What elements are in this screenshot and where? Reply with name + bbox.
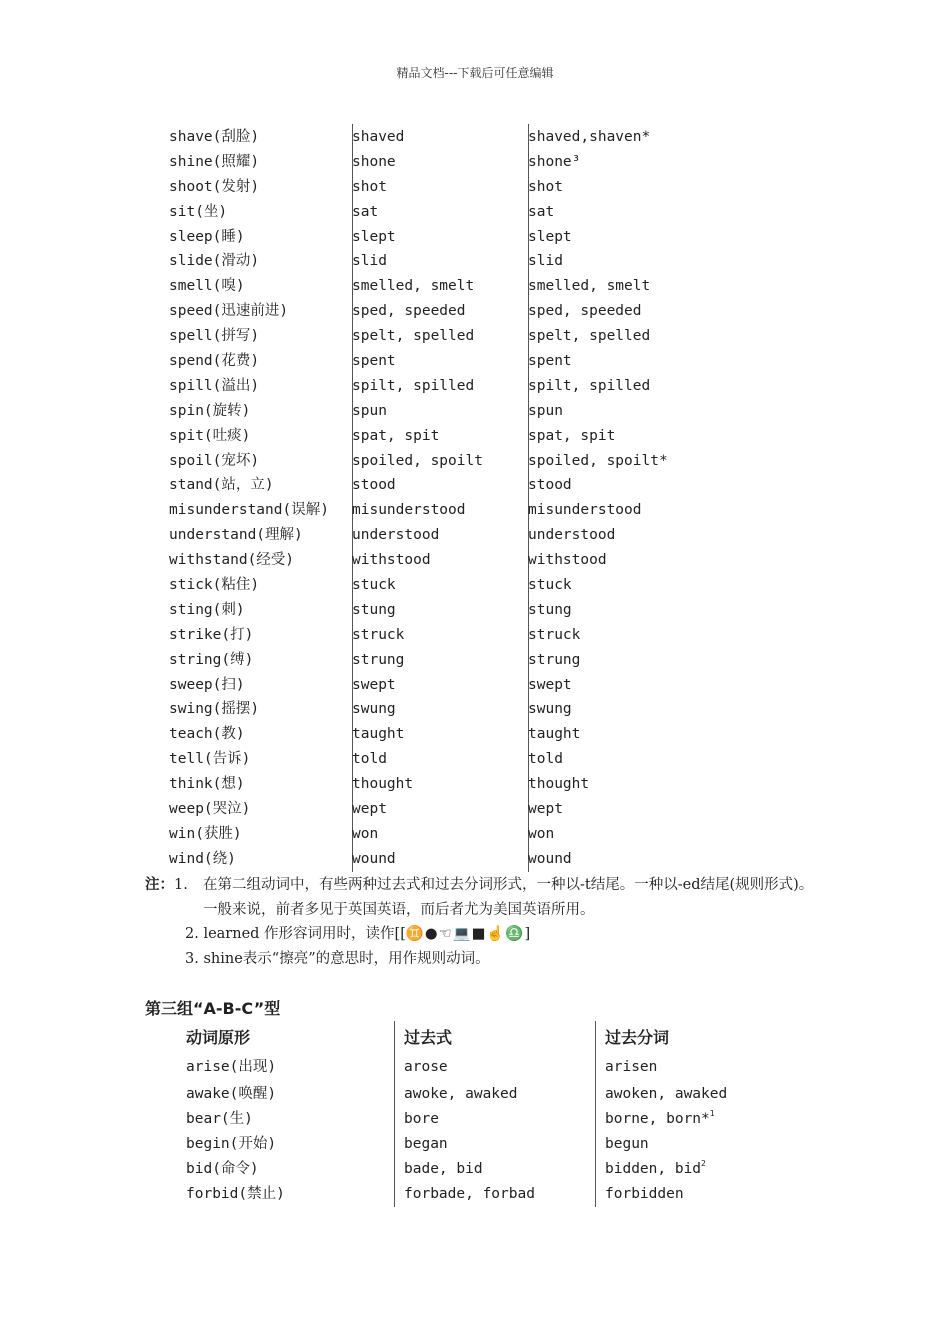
header-base-form: 动词原形 bbox=[186, 1028, 251, 1047]
past-participle: spelt, spelled bbox=[528, 328, 651, 345]
base-form: win(获胜) bbox=[169, 825, 242, 842]
base-form: speed(迅速前进) bbox=[169, 303, 289, 320]
footnote-marker: 1 bbox=[709, 1108, 715, 1118]
table-row bbox=[169, 498, 808, 523]
base-form: sleep(睡) bbox=[169, 228, 245, 245]
table-row bbox=[169, 349, 808, 374]
past-participle: shot bbox=[528, 178, 563, 195]
past-tense: told bbox=[352, 751, 387, 768]
base-form: withstand(经受) bbox=[169, 552, 295, 569]
past-tense: swung bbox=[352, 701, 396, 718]
past-tense: wound bbox=[352, 850, 396, 867]
notes-label: 注： bbox=[145, 877, 174, 893]
table-row bbox=[169, 473, 808, 498]
table-row bbox=[169, 274, 808, 299]
past-participle: wept bbox=[528, 801, 563, 818]
base-form: stick(粘住) bbox=[169, 577, 260, 594]
past-tense: smelled, smelt bbox=[352, 278, 475, 295]
past-participle: forbidden bbox=[605, 1185, 684, 1202]
past-tense: forbade, forbad bbox=[404, 1185, 535, 1202]
note-2-phonetic: ♊●☜💻■☝♎ bbox=[405, 926, 525, 943]
table-row bbox=[169, 648, 808, 673]
base-form: spell(拼写) bbox=[169, 328, 260, 345]
table-row bbox=[169, 225, 808, 250]
verb-table-group3 bbox=[186, 1024, 805, 1206]
table-row bbox=[169, 548, 808, 573]
table-row bbox=[169, 747, 808, 772]
note-1-text: 在第二组动词中，有些两种过去式和过去分词形式，一种以-t结尾。一种以-ed结尾(规则形式)。一般来说，前者多见于英国英语，而后者尤为美国英语所用。 bbox=[203, 877, 814, 918]
notes-section bbox=[145, 873, 815, 971]
past-participle: strung bbox=[528, 651, 581, 668]
table-header bbox=[186, 1024, 805, 1052]
table-row bbox=[169, 598, 808, 623]
past-tense: bore bbox=[404, 1110, 439, 1127]
base-form: teach(教) bbox=[169, 726, 245, 743]
note-2-text: 2. learned 作形容词用时，读作[[ bbox=[185, 926, 406, 943]
past-participle: smelled, smelt bbox=[528, 278, 651, 295]
base-form: smell(嗅) bbox=[169, 278, 245, 295]
past-tense: spun bbox=[352, 402, 387, 419]
table-row bbox=[169, 697, 808, 722]
verb-table-group2 bbox=[169, 125, 808, 872]
past-tense: taught bbox=[352, 726, 405, 743]
past-participle-text: bidden, bid bbox=[605, 1160, 702, 1177]
past-participle: stung bbox=[528, 601, 572, 618]
table-row bbox=[169, 374, 808, 399]
past-participle: misunderstood bbox=[528, 502, 642, 519]
past-participle: told bbox=[528, 751, 563, 768]
table-row bbox=[169, 722, 808, 747]
base-form: spin(旋转) bbox=[169, 402, 251, 419]
base-form: shine(照耀) bbox=[169, 153, 260, 170]
past-tense: wept bbox=[352, 801, 387, 818]
past-tense: withstood bbox=[352, 552, 431, 569]
past-tense: understood bbox=[352, 527, 440, 544]
header-past-tense: 过去式 bbox=[404, 1028, 453, 1047]
base-form: sweep(扫) bbox=[169, 676, 245, 693]
past-tense: began bbox=[404, 1135, 448, 1152]
past-tense: stood bbox=[352, 477, 396, 494]
past-tense: swept bbox=[352, 676, 396, 693]
base-form: shoot(发射) bbox=[169, 178, 260, 195]
note-1-number: 1. bbox=[174, 877, 188, 893]
past-participle: won bbox=[528, 825, 555, 842]
past-participle: spilt, spilled bbox=[528, 377, 651, 394]
past-tense: shaved bbox=[352, 129, 405, 145]
group3-title: 第三组“A-B-C”型 bbox=[145, 999, 281, 1018]
past-participle bbox=[605, 1107, 805, 1132]
past-tense: slept bbox=[352, 228, 396, 245]
table-row bbox=[186, 1157, 805, 1182]
past-tense: slid bbox=[352, 253, 387, 270]
past-tense: awoke, awaked bbox=[404, 1086, 518, 1102]
past-participle: slept bbox=[528, 228, 572, 245]
base-form: awake(唤醒) bbox=[186, 1086, 277, 1102]
table-row bbox=[169, 424, 808, 449]
past-participle-text: borne, born* bbox=[605, 1110, 710, 1127]
past-tense: bade, bid bbox=[404, 1160, 483, 1177]
base-form: spit(吐痰) bbox=[169, 427, 251, 444]
table-row bbox=[169, 623, 808, 648]
table-row bbox=[169, 523, 808, 548]
base-form: sting(刺) bbox=[169, 601, 245, 618]
base-form: think(想) bbox=[169, 776, 245, 793]
note-3: 3. shine表示“擦亮”的意思时，用作规则动词。 bbox=[185, 950, 490, 967]
past-participle: taught bbox=[528, 726, 581, 743]
table-row bbox=[169, 822, 808, 847]
base-form: spoil(宠坏) bbox=[169, 452, 260, 469]
past-participle: struck bbox=[528, 626, 581, 643]
note-1 bbox=[145, 873, 815, 922]
base-form: bear(生) bbox=[186, 1110, 253, 1127]
base-form: begin(开始) bbox=[186, 1135, 277, 1152]
base-form: spill(溢出) bbox=[169, 377, 260, 394]
table-row bbox=[169, 125, 808, 150]
note-2-close: ] bbox=[524, 926, 531, 943]
past-participle: spun bbox=[528, 402, 563, 419]
table-row bbox=[186, 1107, 805, 1132]
past-tense: spoiled, spoilt bbox=[352, 452, 483, 469]
past-tense: shone bbox=[352, 153, 396, 170]
past-tense: spent bbox=[352, 353, 396, 370]
past-tense: struck bbox=[352, 626, 405, 643]
table-row bbox=[169, 249, 808, 274]
past-tense: shot bbox=[352, 178, 387, 195]
table-row bbox=[169, 200, 808, 225]
table-row bbox=[169, 399, 808, 424]
past-participle: shone³ bbox=[528, 153, 581, 170]
past-participle: stuck bbox=[528, 577, 572, 594]
base-form: swing(摇摆) bbox=[169, 701, 260, 718]
table-row bbox=[169, 847, 808, 872]
past-participle: stood bbox=[528, 477, 572, 494]
past-participle: swept bbox=[528, 676, 572, 693]
past-participle bbox=[605, 1157, 805, 1182]
past-participle: understood bbox=[528, 527, 616, 544]
base-form: weep(哭泣) bbox=[169, 801, 251, 818]
past-participle: spent bbox=[528, 353, 572, 370]
past-tense: strung bbox=[352, 651, 405, 668]
base-form: shave(刮脸) bbox=[169, 129, 260, 145]
past-participle: sped, speeded bbox=[528, 303, 642, 320]
past-participle: arisen bbox=[605, 1059, 658, 1075]
base-form: misunderstand(误解) bbox=[169, 502, 329, 519]
table-row bbox=[169, 324, 808, 349]
past-tense: arose bbox=[404, 1059, 448, 1075]
past-participle: slid bbox=[528, 253, 563, 270]
base-form: stand(站，立) bbox=[169, 477, 274, 494]
table-row bbox=[186, 1132, 805, 1157]
page-header: 精品文档---下载后可任意编辑 bbox=[396, 66, 554, 80]
past-tense: misunderstood bbox=[352, 502, 466, 519]
base-form: understand(理解) bbox=[169, 527, 303, 544]
past-participle: thought bbox=[528, 776, 590, 793]
table-row bbox=[169, 449, 808, 474]
footnote-marker: 2 bbox=[701, 1158, 706, 1168]
base-form: spend(花费) bbox=[169, 353, 260, 370]
past-tense: spilt, spilled bbox=[352, 377, 475, 394]
table-row bbox=[169, 299, 808, 324]
past-participle: withstood bbox=[528, 552, 607, 569]
table-row bbox=[186, 1182, 805, 1207]
base-form: strike(打) bbox=[169, 626, 254, 643]
note-2 bbox=[145, 922, 815, 947]
past-tense: stuck bbox=[352, 577, 396, 594]
table-row bbox=[186, 1082, 805, 1107]
past-tense: sped, speeded bbox=[352, 303, 466, 320]
table-row bbox=[169, 175, 808, 200]
table-row bbox=[169, 772, 808, 797]
past-tense: spelt, spelled bbox=[352, 328, 475, 345]
base-form: forbid(禁止) bbox=[186, 1185, 285, 1202]
past-tense: stung bbox=[352, 601, 396, 618]
base-form: wind(绕) bbox=[169, 850, 236, 867]
base-form: sit(坐) bbox=[169, 203, 228, 220]
header-past-participle: 过去分词 bbox=[605, 1028, 670, 1047]
base-form: slide(滑动) bbox=[169, 253, 260, 270]
base-form: bid(命令) bbox=[186, 1160, 259, 1177]
past-participle: wound bbox=[528, 850, 572, 867]
past-participle: begun bbox=[605, 1135, 649, 1152]
past-tense: sat bbox=[352, 203, 379, 220]
past-participle: spat, spit bbox=[528, 427, 616, 444]
past-participle: spoiled, spoilt* bbox=[528, 452, 668, 469]
past-tense: spat, spit bbox=[352, 427, 440, 444]
base-form: tell(告诉) bbox=[169, 751, 251, 768]
past-participle: swung bbox=[528, 701, 572, 718]
past-participle: shaved,shaven* bbox=[528, 129, 651, 145]
base-form: string(缚) bbox=[169, 651, 254, 668]
table-row bbox=[169, 573, 808, 598]
table-row bbox=[169, 150, 808, 175]
base-form: arise(出现) bbox=[186, 1059, 277, 1075]
table-row bbox=[186, 1052, 805, 1082]
table-row bbox=[169, 797, 808, 822]
past-tense: won bbox=[352, 825, 379, 842]
past-participle: awoken, awaked bbox=[605, 1086, 728, 1102]
past-tense: thought bbox=[352, 776, 414, 793]
past-participle: sat bbox=[528, 203, 555, 220]
table-row bbox=[169, 673, 808, 698]
